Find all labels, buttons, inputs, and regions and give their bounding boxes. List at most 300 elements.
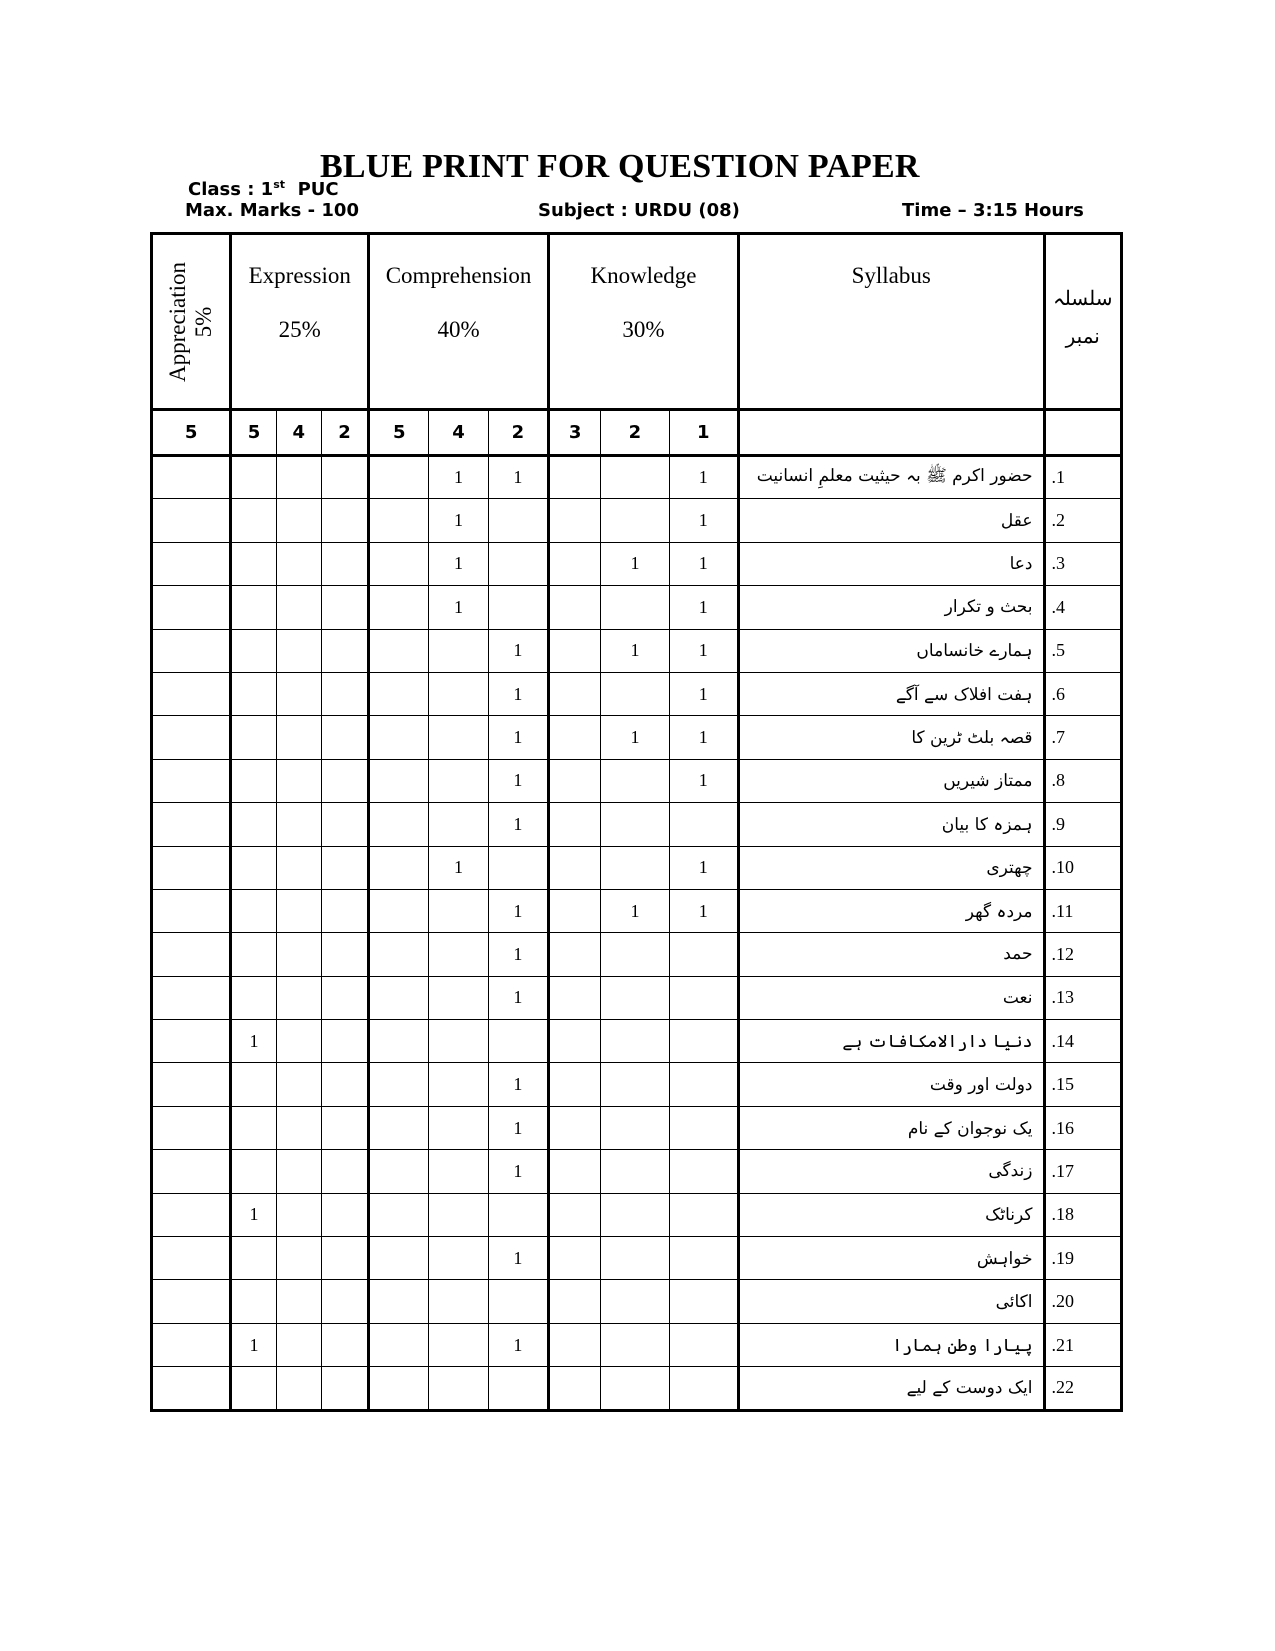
count-cell — [549, 1367, 601, 1410]
count-cell — [549, 716, 601, 759]
count-cell — [321, 542, 368, 585]
table-row — [152, 1323, 1122, 1366]
count-cell — [276, 803, 321, 846]
table-row — [152, 976, 1122, 1019]
serial-number-cell: .13 — [1044, 976, 1122, 1019]
appreciation-name: Appreciation — [165, 261, 191, 382]
count-cell — [429, 672, 488, 715]
count-cell — [369, 759, 429, 802]
count-cell: 1 — [669, 499, 738, 542]
count-cell — [488, 1193, 548, 1236]
comprehension-name: Comprehension — [385, 263, 532, 288]
count-cell — [152, 586, 231, 629]
marks-header-cell: 2 — [488, 410, 548, 456]
count-cell: 1 — [669, 889, 738, 932]
max-marks-label: Max. Marks - 100 — [185, 200, 359, 221]
count-cell — [669, 933, 738, 976]
expression-name: Expression — [248, 263, 351, 288]
time-label: Time – 3:15 Hours — [902, 200, 1084, 221]
syllabus-cell: دولت اور وقت — [738, 1063, 1044, 1106]
count-cell: 1 — [488, 889, 548, 932]
count-cell — [276, 456, 321, 499]
page-title: BLUE PRINT FOR QUESTION PAPER — [320, 148, 920, 185]
count-cell — [276, 1106, 321, 1149]
count-cell — [276, 933, 321, 976]
count-cell — [669, 1193, 738, 1236]
table-row — [152, 1063, 1122, 1106]
syllabus-cell: قصہ بلٹ ٹرین کا — [738, 716, 1044, 759]
count-cell — [231, 889, 276, 932]
count-cell: 1 — [488, 672, 548, 715]
syllabus-cell: نعت — [738, 976, 1044, 1019]
count-cell — [369, 629, 429, 672]
count-cell — [549, 933, 601, 976]
count-cell — [669, 976, 738, 1019]
count-cell — [276, 976, 321, 1019]
count-cell — [152, 1106, 231, 1149]
count-cell — [369, 1020, 429, 1063]
count-cell — [429, 933, 488, 976]
count-cell — [369, 1063, 429, 1106]
count-cell — [488, 542, 548, 585]
syllabus-rows — [152, 456, 1122, 1411]
syllabus-cell: کرناٹک — [738, 1193, 1044, 1236]
count-cell — [601, 976, 669, 1019]
count-cell — [488, 1367, 548, 1410]
count-cell — [549, 1193, 601, 1236]
count-cell — [321, 803, 368, 846]
count-cell: 1 — [488, 1323, 548, 1366]
count-cell: 1 — [429, 542, 488, 585]
syllabus-cell: دعا — [738, 542, 1044, 585]
count-cell — [601, 1367, 669, 1410]
serial-number-cell: .6 — [1044, 672, 1122, 715]
count-cell: 1 — [669, 586, 738, 629]
syllabus-cell: یک نوجوان کے نام — [738, 1106, 1044, 1149]
count-cell: 1 — [488, 1150, 548, 1193]
serial-number-cell: .2 — [1044, 499, 1122, 542]
count-cell — [231, 1063, 276, 1106]
table-row — [152, 803, 1122, 846]
table-row — [152, 456, 1122, 499]
expression-header — [231, 234, 369, 410]
count-cell — [488, 1020, 548, 1063]
serial-number-cell: .3 — [1044, 542, 1122, 585]
count-cell — [549, 976, 601, 1019]
count-cell — [276, 1367, 321, 1410]
count-cell — [549, 846, 601, 889]
syllabus-cell: ہمارے خانساماں — [738, 629, 1044, 672]
appreciation-header — [152, 234, 231, 410]
count-cell — [601, 499, 669, 542]
count-cell — [669, 1020, 738, 1063]
table-row — [152, 1367, 1122, 1410]
count-cell — [369, 846, 429, 889]
count-cell — [429, 1020, 488, 1063]
serial-number-cell: .20 — [1044, 1280, 1122, 1323]
comprehension-header — [369, 234, 549, 410]
count-cell — [152, 803, 231, 846]
count-cell — [152, 456, 231, 499]
count-cell — [601, 1280, 669, 1323]
table-row — [152, 846, 1122, 889]
count-cell — [152, 846, 231, 889]
syllabus-cell: زندگی — [738, 1150, 1044, 1193]
count-cell — [321, 456, 368, 499]
count-cell — [669, 1280, 738, 1323]
count-cell — [369, 1367, 429, 1410]
count-cell — [549, 629, 601, 672]
count-cell — [231, 672, 276, 715]
subject-label: Subject : URDU (08) — [538, 200, 740, 221]
count-cell — [601, 456, 669, 499]
count-cell — [276, 629, 321, 672]
count-cell — [152, 672, 231, 715]
count-cell — [321, 1193, 368, 1236]
count-cell — [669, 1150, 738, 1193]
count-cell — [276, 586, 321, 629]
count-cell — [549, 1020, 601, 1063]
count-cell — [231, 629, 276, 672]
count-cell: 1 — [488, 1237, 548, 1280]
count-cell — [276, 1063, 321, 1106]
count-cell — [549, 1106, 601, 1149]
marks-header-cell: 1 — [669, 410, 738, 456]
count-cell — [369, 1193, 429, 1236]
table-row — [152, 672, 1122, 715]
count-cell: 1 — [601, 716, 669, 759]
class-superscript: st — [273, 178, 286, 191]
count-cell — [152, 1237, 231, 1280]
count-cell: 1 — [669, 846, 738, 889]
syllabus-cell: عقل — [738, 499, 1044, 542]
marks-header-cell: 5 — [231, 410, 276, 456]
count-cell — [231, 1280, 276, 1323]
count-cell — [276, 716, 321, 759]
count-cell — [321, 1063, 368, 1106]
count-cell — [369, 672, 429, 715]
count-cell — [429, 1323, 488, 1366]
count-cell — [231, 759, 276, 802]
count-cell: 1 — [488, 1063, 548, 1106]
count-cell — [549, 456, 601, 499]
serial-marks-blank — [1044, 410, 1122, 456]
count-cell — [369, 1106, 429, 1149]
table-row — [152, 1106, 1122, 1149]
count-cell — [369, 542, 429, 585]
count-cell — [276, 759, 321, 802]
table-row — [152, 759, 1122, 802]
serial-number-cell: .5 — [1044, 629, 1122, 672]
count-cell — [549, 1280, 601, 1323]
table-row — [152, 1193, 1122, 1236]
count-cell: 1 — [669, 542, 738, 585]
count-cell — [601, 1020, 669, 1063]
count-cell — [231, 803, 276, 846]
table-row — [152, 542, 1122, 585]
marks-header-row — [152, 410, 1122, 456]
count-cell — [152, 889, 231, 932]
count-cell — [321, 976, 368, 1019]
count-cell: 1 — [429, 499, 488, 542]
count-cell — [152, 976, 231, 1019]
serial-header-label — [1046, 279, 1121, 355]
table-row — [152, 499, 1122, 542]
count-cell — [152, 933, 231, 976]
count-cell — [669, 1367, 738, 1410]
count-cell — [152, 1367, 231, 1410]
syllabus-cell: ہفت افلاک سے آگے — [738, 672, 1044, 715]
count-cell — [321, 1323, 368, 1366]
count-cell: 1 — [488, 759, 548, 802]
count-cell: 1 — [669, 672, 738, 715]
count-cell — [321, 1237, 368, 1280]
syllabus-cell: ممتاز شیریں — [738, 759, 1044, 802]
count-cell — [276, 1280, 321, 1323]
syllabus-marks-blank — [738, 410, 1044, 456]
count-cell: 1 — [601, 889, 669, 932]
serial-number-cell: .12 — [1044, 933, 1122, 976]
syllabus-cell: حمد — [738, 933, 1044, 976]
count-cell — [549, 1150, 601, 1193]
count-cell — [321, 629, 368, 672]
count-cell — [429, 1193, 488, 1236]
serial-number-cell: .22 — [1044, 1367, 1122, 1410]
count-cell — [429, 889, 488, 932]
count-cell — [549, 1063, 601, 1106]
serial-number-cell: .16 — [1044, 1106, 1122, 1149]
count-cell — [231, 456, 276, 499]
count-cell — [669, 1237, 738, 1280]
count-cell — [549, 803, 601, 846]
count-cell — [369, 976, 429, 1019]
count-cell — [488, 1280, 548, 1323]
count-cell — [321, 1280, 368, 1323]
count-cell — [488, 499, 548, 542]
count-cell — [276, 499, 321, 542]
count-cell — [549, 499, 601, 542]
serial-number-cell: .9 — [1044, 803, 1122, 846]
count-cell — [321, 1020, 368, 1063]
count-cell — [231, 499, 276, 542]
count-cell — [601, 1237, 669, 1280]
marks-header-cell: 2 — [601, 410, 669, 456]
count-cell — [231, 846, 276, 889]
count-cell — [231, 1367, 276, 1410]
count-cell — [488, 846, 548, 889]
serial-number-cell: .11 — [1044, 889, 1122, 932]
count-cell — [429, 1063, 488, 1106]
syllabus-cell: ایک دوست کے لیے — [738, 1367, 1044, 1410]
count-cell — [231, 1150, 276, 1193]
class-label — [188, 178, 339, 200]
count-cell: 1 — [488, 976, 548, 1019]
count-cell — [601, 1150, 669, 1193]
count-cell — [488, 586, 548, 629]
count-cell: 1 — [488, 1106, 548, 1149]
count-cell — [601, 759, 669, 802]
count-cell — [152, 1063, 231, 1106]
syllabus-cell: خواہش — [738, 1237, 1044, 1280]
count-cell — [276, 672, 321, 715]
count-cell: 1 — [429, 586, 488, 629]
serial-header-line2: نمبر — [1065, 324, 1100, 348]
count-cell — [601, 846, 669, 889]
serial-number-cell: .21 — [1044, 1323, 1122, 1366]
count-cell — [549, 1237, 601, 1280]
count-cell — [321, 846, 368, 889]
count-cell — [369, 1323, 429, 1366]
marks-header-cell: 5 — [152, 410, 231, 456]
count-cell — [231, 976, 276, 1019]
count-cell: 1 — [601, 542, 669, 585]
count-cell — [429, 716, 488, 759]
count-cell — [231, 933, 276, 976]
count-cell — [549, 542, 601, 585]
appreciation-pct: 5% — [191, 306, 217, 337]
serial-number-cell: .19 — [1044, 1237, 1122, 1280]
count-cell — [276, 1150, 321, 1193]
syllabus-header — [738, 234, 1044, 410]
count-cell — [549, 889, 601, 932]
count-cell: 1 — [488, 716, 548, 759]
serial-number-cell: .4 — [1044, 586, 1122, 629]
blueprint-table — [150, 232, 1123, 1412]
class-suffix: PUC — [285, 179, 339, 200]
serial-number-cell: .15 — [1044, 1063, 1122, 1106]
count-cell — [369, 499, 429, 542]
count-cell — [152, 1020, 231, 1063]
count-cell — [152, 716, 231, 759]
count-cell — [276, 1020, 321, 1063]
table-row — [152, 629, 1122, 672]
table-row — [152, 1237, 1122, 1280]
marks-header-cell: 3 — [549, 410, 601, 456]
count-cell — [601, 933, 669, 976]
count-cell — [429, 1367, 488, 1410]
serial-header-line1: سلسلہ — [1052, 286, 1113, 310]
count-cell — [429, 759, 488, 802]
count-cell — [231, 1106, 276, 1149]
count-cell: 1 — [669, 456, 738, 499]
count-cell — [276, 1323, 321, 1366]
marks-header-cell: 5 — [369, 410, 429, 456]
count-cell — [429, 1106, 488, 1149]
knowledge-header — [549, 234, 739, 410]
count-cell — [369, 1280, 429, 1323]
count-cell — [231, 586, 276, 629]
comprehension-pct: 40% — [437, 317, 480, 342]
count-cell — [152, 1323, 231, 1366]
syllabus-header-label: Syllabus — [851, 263, 931, 288]
class-prefix: Class : 1 — [188, 179, 274, 200]
count-cell — [152, 1280, 231, 1323]
count-cell — [549, 672, 601, 715]
count-cell — [601, 1193, 669, 1236]
syllabus-cell: پیارا وطن ہمارا — [738, 1323, 1044, 1366]
count-cell — [231, 716, 276, 759]
count-cell: 1 — [669, 759, 738, 802]
count-cell — [321, 759, 368, 802]
count-cell — [369, 586, 429, 629]
count-cell — [429, 1237, 488, 1280]
count-cell — [369, 456, 429, 499]
syllabus-cell: حضور اکرم ﷺ بہ حیثیت معلمِ انسانیت — [738, 456, 1044, 499]
count-cell — [601, 1063, 669, 1106]
count-cell: 1 — [488, 803, 548, 846]
serial-number-cell: .14 — [1044, 1020, 1122, 1063]
marks-header-cell: 4 — [429, 410, 488, 456]
count-cell: 1 — [669, 629, 738, 672]
expression-pct: 25% — [278, 317, 321, 342]
count-cell — [601, 803, 669, 846]
serial-number-cell: .7 — [1044, 716, 1122, 759]
marks-header-cell: 4 — [276, 410, 321, 456]
count-cell — [231, 542, 276, 585]
syllabus-cell: ہمزہ کا بیان — [738, 803, 1044, 846]
table-row — [152, 933, 1122, 976]
count-cell: 1 — [488, 933, 548, 976]
count-cell — [276, 889, 321, 932]
count-cell — [429, 803, 488, 846]
count-cell — [276, 542, 321, 585]
category-header-row — [152, 234, 1122, 410]
count-cell — [669, 1106, 738, 1149]
count-cell — [549, 1323, 601, 1366]
count-cell: 1 — [231, 1020, 276, 1063]
count-cell — [601, 672, 669, 715]
syllabus-cell: مردہ گھر — [738, 889, 1044, 932]
count-cell — [321, 933, 368, 976]
count-cell — [321, 1367, 368, 1410]
count-cell: 1 — [601, 629, 669, 672]
knowledge-pct: 30% — [622, 317, 665, 342]
count-cell — [429, 976, 488, 1019]
serial-number-cell: .10 — [1044, 846, 1122, 889]
table-row — [152, 716, 1122, 759]
serial-header — [1044, 234, 1122, 410]
count-cell — [276, 1237, 321, 1280]
count-cell — [152, 499, 231, 542]
count-cell — [429, 629, 488, 672]
count-cell — [369, 1237, 429, 1280]
count-cell — [429, 1280, 488, 1323]
syllabus-cell: دنیا دارالامکافات ہے — [738, 1020, 1044, 1063]
count-cell: 1 — [669, 716, 738, 759]
count-cell: 1 — [231, 1193, 276, 1236]
marks-header-cell: 2 — [321, 410, 368, 456]
count-cell — [152, 759, 231, 802]
count-cell — [601, 1106, 669, 1149]
table-row — [152, 889, 1122, 932]
table-row — [152, 1280, 1122, 1323]
count-cell — [152, 629, 231, 672]
serial-number-cell: .8 — [1044, 759, 1122, 802]
count-cell: 1 — [429, 456, 488, 499]
count-cell — [321, 716, 368, 759]
count-cell — [369, 803, 429, 846]
count-cell — [321, 672, 368, 715]
serial-number-cell: .1 — [1044, 456, 1122, 499]
count-cell — [152, 1193, 231, 1236]
count-cell — [369, 1150, 429, 1193]
count-cell — [321, 586, 368, 629]
count-cell — [276, 1193, 321, 1236]
count-cell — [321, 1150, 368, 1193]
table-row — [152, 1020, 1122, 1063]
count-cell — [549, 759, 601, 802]
count-cell: 1 — [488, 456, 548, 499]
